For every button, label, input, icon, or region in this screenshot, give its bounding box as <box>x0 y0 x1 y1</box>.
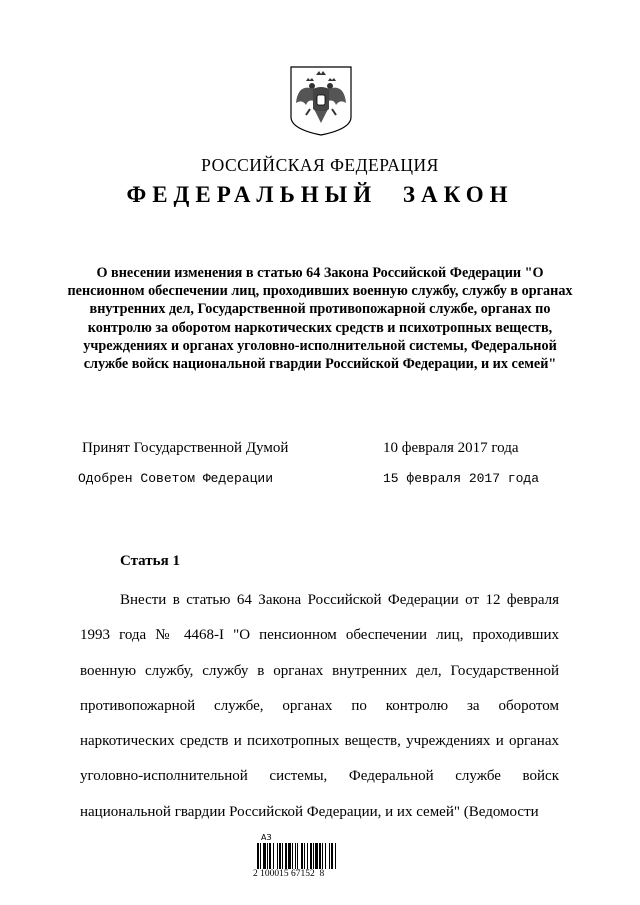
barcode-stripe <box>325 843 326 869</box>
barcode-stripe <box>319 843 321 869</box>
barcode-stripe <box>288 843 291 869</box>
barcode-bars <box>253 835 363 871</box>
document-type-heading: ФЕДЕРАЛЬНЫЙ ЗАКОН <box>126 182 514 207</box>
article-body-text: Внести в статью 64 Закона Российской Федерации от 12 февраля 1993 года № 4468-I "О пенсионном обеспечении лиц, проходивших военную службу, службу в органах внутренних дел, Государственной противопожарной службе, органах по контролю за оборотом наркотических средств и психотропных веществ, учреждениях и органах уголовно-исполнительной системы, Федеральной службе войск национальной гвардии Российской Федерации, и их семей" (Ведомости <box>80 592 559 820</box>
barcode-stripe <box>267 843 268 869</box>
barcode-stripe <box>279 843 281 869</box>
barcode-stripe <box>282 843 283 869</box>
barcode-stripe <box>331 843 333 869</box>
barcode-stripe <box>260 843 261 869</box>
law-title: О внесении изменения в статью 64 Закона Российской Федерации "О пенсионном обеспечении лиц, проходивших военную службу, службу в органах внутренних дел, Государственной противопожарной службе, органах по контролю за оборотом наркотических средств и психотропных веществ, учреждениях и органах уголовно-исполнительной системы, Федеральной службе войск национальной гвардии Российской Федерации, и их семей" <box>67 265 573 373</box>
barcode-stripe <box>277 843 278 869</box>
barcode-stripe <box>301 843 303 869</box>
approved-label: Одобрен Советом Федерации <box>78 471 274 486</box>
barcode-stripe <box>307 843 308 869</box>
coat-of-arms-emblem <box>288 65 354 137</box>
barcode-digits: 2 100015 67152 8 <box>253 869 325 879</box>
adopted-date: 10 февраля 2017 года <box>383 440 519 456</box>
barcode-stripe <box>257 843 259 869</box>
barcode-stripe <box>310 843 312 869</box>
barcode-stripe <box>263 843 266 869</box>
article-heading: Статья 1 <box>120 553 180 569</box>
barcode-stripe <box>304 843 305 869</box>
barcode-stripe <box>315 843 318 869</box>
barcode-stripe <box>295 843 296 869</box>
barcode-stripe <box>329 843 330 869</box>
barcode-stripe <box>273 843 274 869</box>
barcode-stripe <box>292 843 293 869</box>
barcode-stripe <box>335 843 336 869</box>
country-heading: РОССИЙСКАЯ ФЕДЕРАЦИЯ <box>201 155 439 175</box>
barcode-mark: АЗ <box>261 833 272 842</box>
barcode-stripe <box>285 843 287 869</box>
barcode-stripe <box>269 843 271 869</box>
barcode-stripe <box>297 843 298 869</box>
approved-date: 15 февраля 2017 года <box>383 471 540 486</box>
barcode-stripe <box>313 843 314 869</box>
barcode <box>253 833 363 881</box>
adopted-label: Принят Государственной Думой <box>82 440 289 456</box>
barcode-stripe <box>322 843 323 869</box>
